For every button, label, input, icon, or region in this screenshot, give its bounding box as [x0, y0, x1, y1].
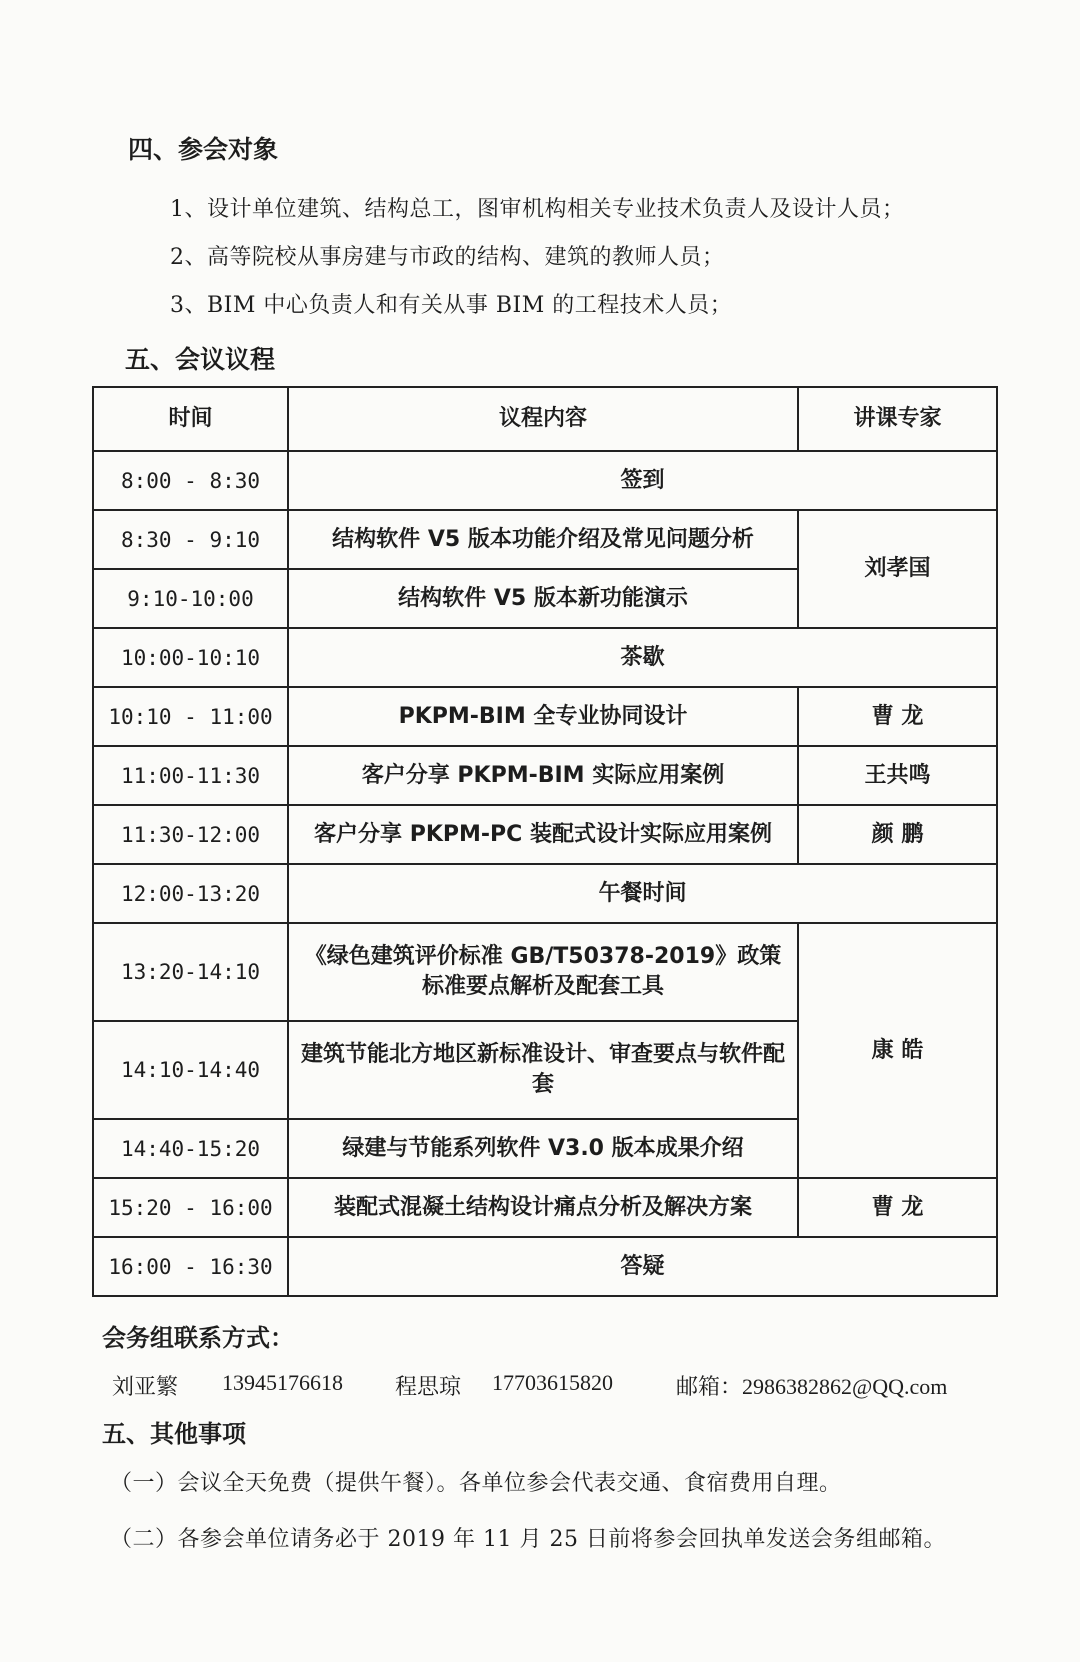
table-row — [93, 746, 997, 805]
table-row — [93, 451, 997, 510]
table-row — [93, 687, 997, 746]
row-time: 8:30 - 9:10 — [93, 510, 288, 569]
contact-person-1-name: 刘亚繁 — [112, 1375, 179, 1400]
row-time: 9:10-10:00 — [93, 569, 288, 628]
row-topic: PKPM-BIM 全专业协同设计 — [288, 687, 798, 746]
table-row — [93, 805, 997, 864]
row-time: 14:10-14:40 — [93, 1021, 288, 1119]
agenda-table — [92, 386, 998, 1297]
attendee-item-2: 2、高等院校从事房建与市政的结构、建筑的教师人员； — [170, 245, 725, 270]
other-item-2: （二）各参会单位请务必于 2019 年 11 月 25 日前将参会回执单发送会务组邮箱。 — [110, 1527, 946, 1552]
row-speaker: 曹 龙 — [798, 1178, 997, 1237]
row-topic: 建筑节能北方地区新标准设计、审查要点与软件配套 — [288, 1021, 798, 1119]
row-topic: 《绿色建筑评价标准 GB/T50378-2019》政策标准要点解析及配套工具 — [288, 923, 798, 1021]
row-time: 11:30-12:00 — [93, 805, 288, 864]
contact-title: 会务组联系方式： — [102, 1324, 294, 1352]
contact-person-1-phone: 13945176618 — [222, 1370, 343, 1395]
table-row — [93, 1178, 997, 1237]
table-row — [93, 864, 997, 923]
row-topic: 午餐时间 — [288, 864, 997, 923]
row-time: 8:00 - 8:30 — [93, 451, 288, 510]
section4-title: 四、参会对象 — [128, 135, 279, 164]
row-topic: 结构软件 V5 版本新功能演示 — [288, 569, 798, 628]
header-topic: 议程内容 — [288, 387, 798, 451]
attendee-item-1: 1、设计单位建筑、结构总工，图审机构相关专业技术负责人及设计人员； — [170, 197, 905, 222]
section5-title: 五、会议议程 — [125, 345, 276, 374]
table-header-row — [93, 387, 997, 451]
row-topic: 客户分享 PKPM-PC 装配式设计实际应用案例 — [288, 805, 798, 864]
row-speaker: 刘孝国 — [798, 510, 997, 628]
attendee-item-3: 3、BIM 中心负责人和有关从事 BIM 的工程技术人员； — [170, 293, 733, 318]
row-topic: 装配式混凝土结构设计痛点分析及解决方案 — [288, 1178, 798, 1237]
row-topic: 茶歇 — [288, 628, 997, 687]
table-row — [93, 510, 997, 569]
row-time: 15:20 - 16:00 — [93, 1178, 288, 1237]
table-row — [93, 1237, 997, 1296]
row-speaker: 王共鸣 — [798, 746, 997, 805]
row-time: 10:10 - 11:00 — [93, 687, 288, 746]
row-time: 16:00 - 16:30 — [93, 1237, 288, 1296]
row-topic: 结构软件 V5 版本功能介绍及常见问题分析 — [288, 510, 798, 569]
other-title: 五、其他事项 — [102, 1420, 246, 1448]
row-time: 13:20-14:10 — [93, 923, 288, 1021]
row-speaker: 曹 龙 — [798, 687, 997, 746]
table-row — [93, 628, 997, 687]
row-topic: 客户分享 PKPM-BIM 实际应用案例 — [288, 746, 798, 805]
row-topic: 答疑 — [288, 1237, 997, 1296]
row-topic: 绿建与节能系列软件 V3.0 版本成果介绍 — [288, 1119, 798, 1178]
header-time: 时间 — [93, 387, 288, 451]
row-speaker: 康 皓 — [798, 923, 997, 1178]
row-time: 10:00-10:10 — [93, 628, 288, 687]
row-speaker: 颜 鹏 — [798, 805, 997, 864]
contact-person-2-phone: 17703615820 — [492, 1370, 613, 1395]
row-topic: 签到 — [288, 451, 997, 510]
row-time: 11:00-11:30 — [93, 746, 288, 805]
contact-email: 邮箱：2986382862@QQ.com — [676, 1374, 948, 1399]
header-speaker: 讲课专家 — [798, 387, 997, 451]
row-time: 12:00-13:20 — [93, 864, 288, 923]
contact-person-2-name: 程思琼 — [395, 1375, 462, 1400]
other-item-1: （一）会议全天免费（提供午餐）。各单位参会代表交通、食宿费用自理。 — [110, 1471, 842, 1496]
table-row — [93, 923, 997, 1021]
row-time: 14:40-15:20 — [93, 1119, 288, 1178]
